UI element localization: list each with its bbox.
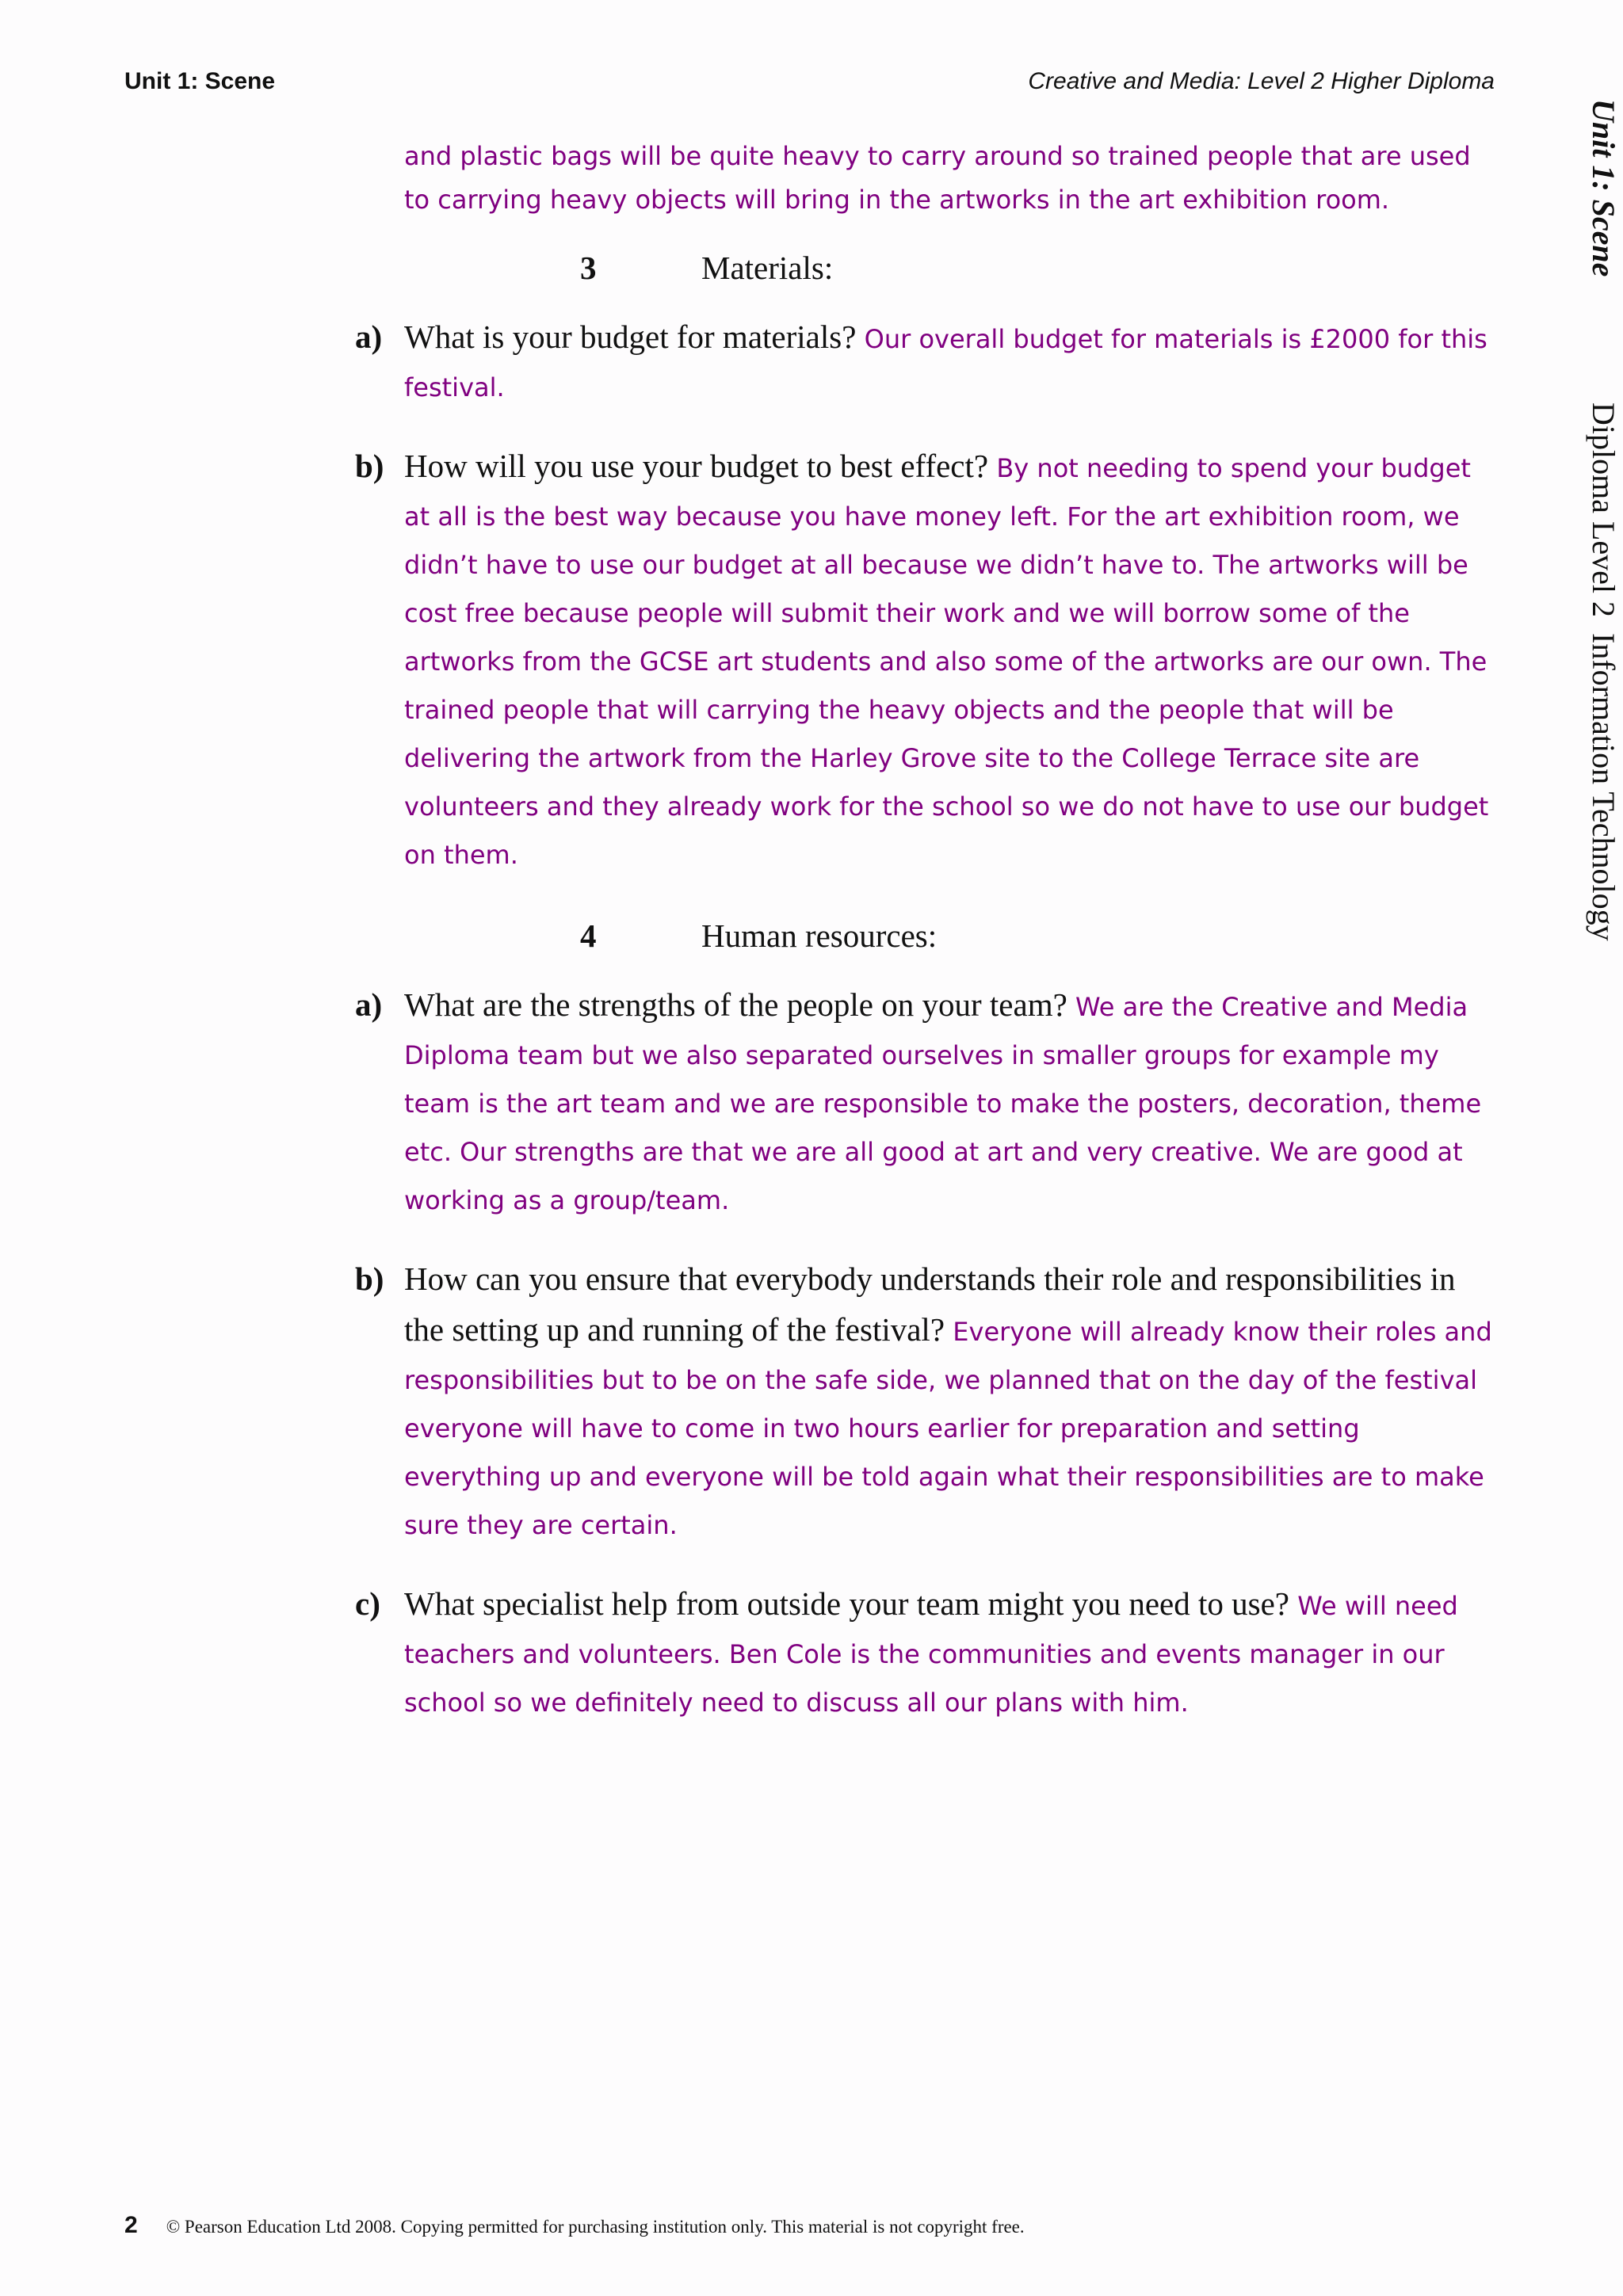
- running-header-diploma: Creative and Media: Level 2 Higher Diploma: [1028, 68, 1495, 94]
- question-item-3a: [355, 315, 1498, 414]
- question-item-4c: [355, 1582, 1498, 1730]
- question-item-4a: [355, 983, 1498, 1227]
- question-text: What are the strengths of the people on your team?: [404, 986, 1076, 1023]
- answer-text: By not needing to spend your budget at all is the best way because you have money left. For the art exhibition room, we didn’t have to use our budget at all because we didn’t have to. The artworks will be cost free because people will submit their work and we will borrow some of the artworks from the GCSE art students and also some of the artworks are our own. The trained people that will carrying the heavy objects and the people that will be delivering the artwork from the Harley Grove site to the College Terrace site are volunteers and they already work for the school so we do not have to use our budget on them.: [404, 453, 1489, 870]
- answer-text: We will need teachers and volunteers. Ben Cole is the communities and events manager in our school so we definitely need to discuss all our plans with him.: [404, 1591, 1458, 1718]
- document-body: [0, 135, 1623, 1760]
- question-text: How will you use your budget to best effect?: [404, 448, 997, 484]
- section-title: Human resources:: [701, 917, 938, 954]
- answer-text: Our overall budget for materials is £2000 for this festival.: [404, 324, 1487, 402]
- copyright-notice: © Pearson Education Ltd 2008. Copying permitted for purchasing institution only. This material is not copyright free.: [166, 2217, 1025, 2237]
- section-number: 4: [580, 917, 597, 954]
- question-text: How can you ensure that everybody understands their role and responsibilities in the setting up and running of the festival?: [404, 1261, 1456, 1348]
- page-footer: [124, 2212, 1025, 2239]
- answer-text: Everyone will already know their roles and responsibilities but to be on the safe side, we planned that on the day of the festival everyone will have to come in two hours earlier for preparation and setting everything up and everyone will be told again what their responsibilities are to make sure they are certain.: [404, 1317, 1492, 1540]
- continued-answer: and plastic bags will be quite heavy to carry around so trained people that are used to carrying heavy objects will bring in the artworks in the art exhibition room.: [404, 141, 1471, 215]
- question-text: What is your budget for materials?: [404, 318, 865, 355]
- question-item-3b: [355, 444, 1498, 882]
- question-letter: a): [355, 986, 383, 1023]
- answer-text: We are the Creative and Media Diploma team but we also separated ourselves in smaller groups for example my team is the art team and we are responsible to make the posters, decoration, theme etc. Our strengths are that we are all good at art and very creative. We are good at working as a group/team.: [404, 992, 1482, 1215]
- question-letter: c): [355, 1585, 380, 1622]
- sidebar-diploma-title: Diploma Level 2 Information Technology: [1586, 402, 1621, 941]
- running-header-unit: Unit 1: Scene: [124, 68, 276, 94]
- question-item-4b: [355, 1257, 1498, 1552]
- sidebar-unit-title: Unit 1: Scene: [1586, 99, 1621, 277]
- question-letter: a): [355, 318, 383, 355]
- question-letter: b): [355, 448, 384, 484]
- page-number: 2: [124, 2212, 138, 2238]
- section-title: Materials:: [701, 250, 834, 286]
- section-heading-human-resources: [580, 912, 1623, 959]
- question-text: What specialist help from outside your team might you need to use?: [404, 1585, 1298, 1622]
- section-heading-materials: [580, 244, 1623, 292]
- question-letter: b): [355, 1261, 384, 1297]
- section-number: 3: [580, 250, 597, 286]
